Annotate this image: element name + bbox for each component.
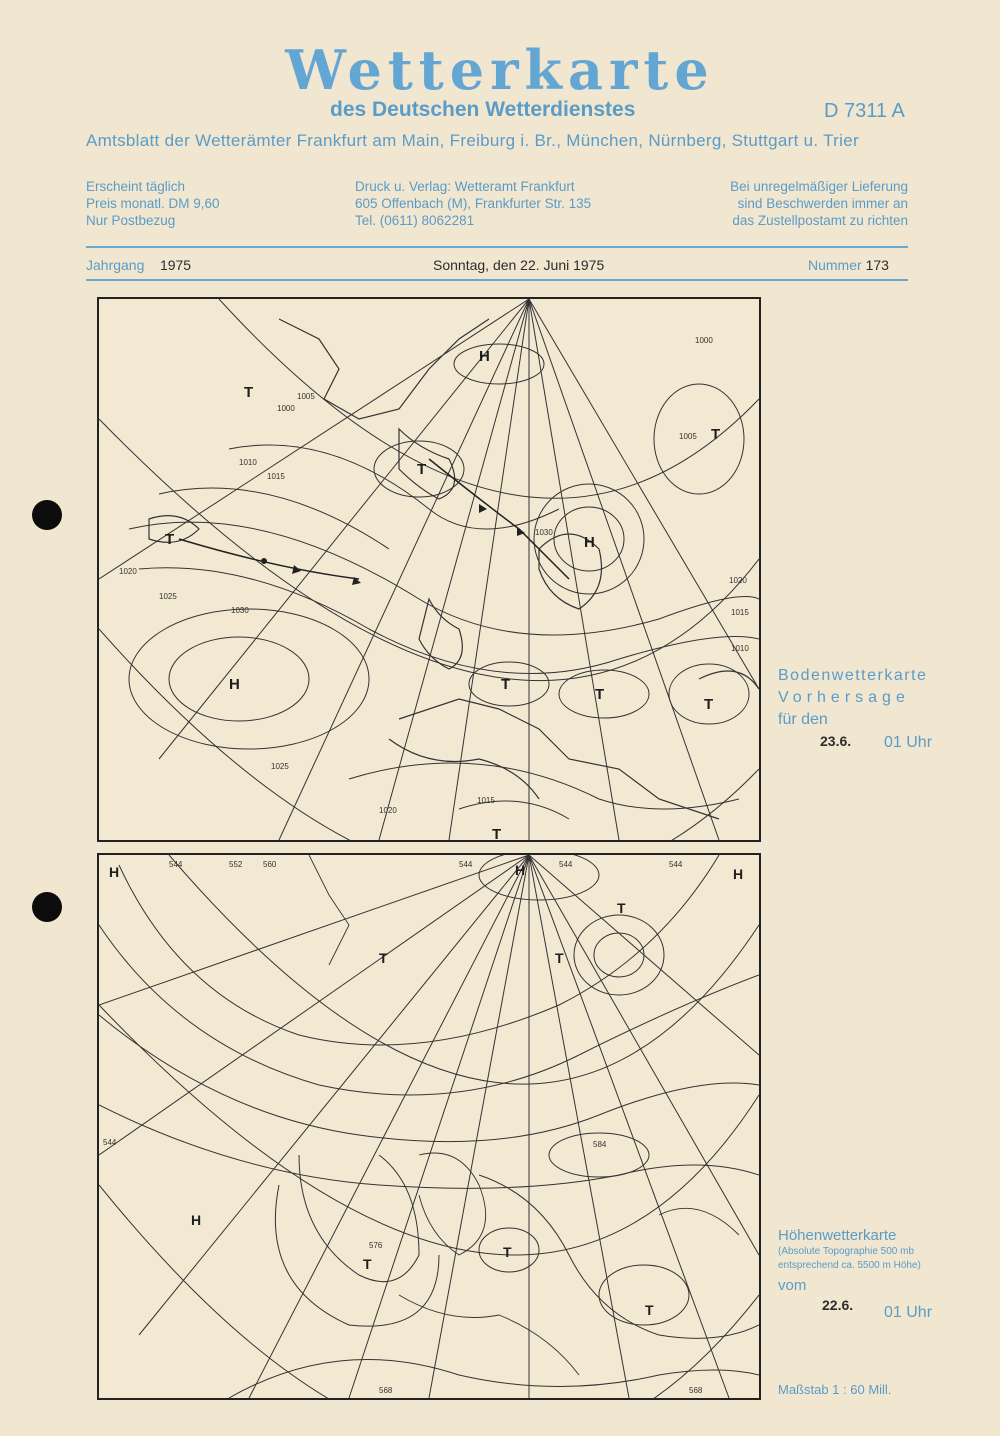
masthead-subtitle: des Deutschen Wetterdienstes	[330, 98, 636, 121]
publication-code: D 7311 A	[824, 100, 905, 122]
issue-date	[433, 257, 604, 273]
upper-caption-time: 01 Uhr	[884, 1304, 933, 1321]
high-marker: H	[229, 676, 240, 693]
amtsblatt-line: Amtsblatt der Wetterämter Frankfurt am Main, Freiburg i. Br., München, Nürnberg, Stuttgart u. Trier	[86, 131, 859, 150]
nummer-value: 173	[865, 257, 889, 273]
surface-map-drawing	[99, 299, 759, 840]
contour-label: 544	[459, 860, 473, 869]
contour-label: 584	[593, 1140, 607, 1149]
low-marker: T	[704, 696, 714, 713]
delivery-info	[712, 178, 908, 229]
header-rule-bottom	[86, 279, 908, 281]
low-marker: T	[595, 686, 605, 703]
isobar-label: 1010	[731, 644, 749, 653]
upper-air-map-drawing	[99, 855, 759, 1398]
contour-label: 544	[669, 860, 683, 869]
contour-label: 568	[689, 1386, 703, 1395]
info-right-line: das Zustellpostamt zu richten	[732, 213, 908, 228]
info-left-line: Nur Postbezug	[86, 213, 176, 228]
nummer	[808, 257, 889, 273]
jahrgang	[86, 257, 191, 273]
low-marker: T	[503, 1244, 512, 1260]
low-marker: T	[492, 826, 502, 840]
low-marker: T	[417, 461, 427, 478]
subscription-info	[86, 178, 220, 229]
contour-label: 544	[169, 860, 183, 869]
contour-label: 568	[379, 1386, 393, 1395]
info-center-line: Druck u. Verlag: Wetteramt Frankfurt	[355, 179, 575, 194]
isobar-label: 1015	[731, 608, 749, 617]
high-marker: H	[584, 534, 595, 551]
isobar-label: 1025	[271, 762, 289, 771]
low-marker: T	[244, 384, 254, 401]
isobar-label: 1015	[477, 796, 495, 805]
high-marker: H	[479, 348, 490, 365]
isobar-label: 1015	[267, 472, 285, 481]
isobar-label: 1020	[379, 806, 397, 815]
issue-date-text: Sonntag, den 22. Juni 1975	[433, 257, 605, 273]
high-marker: H	[191, 1212, 202, 1228]
map-scale: Maßstab 1 : 60 Mill.	[778, 1382, 892, 1397]
nummer-label: Nummer	[808, 257, 862, 273]
contour-label: 544	[103, 1138, 117, 1147]
isobar-label: 1030	[535, 528, 553, 537]
isobar-label: 1025	[159, 592, 177, 601]
low-marker: T	[379, 950, 388, 966]
contour-label: 560	[263, 860, 277, 869]
info-center-line: 605 Offenbach (M), Frankfurter Str. 135	[355, 196, 592, 211]
jahrgang-value: 1975	[159, 257, 192, 273]
upper-caption-vom: vom	[778, 1277, 807, 1294]
low-marker: T	[501, 676, 511, 693]
low-marker: T	[363, 1256, 372, 1272]
upper-caption-date: 22.6.	[822, 1297, 854, 1313]
contour-label: 544	[559, 860, 573, 869]
surface-caption-time: 01 Uhr	[884, 734, 933, 751]
surface-caption-date: 23.6.	[820, 733, 852, 749]
info-center-line: Tel. (0611) 8062281	[355, 213, 475, 228]
info-right-line: sind Beschwerden immer an	[737, 196, 908, 211]
upper-caption-topography: (Absolute Topographie 500 mb	[778, 1246, 915, 1257]
isobar-label: 1030	[231, 606, 249, 615]
isobar-label: 1020	[119, 567, 137, 576]
isobar-label: 1000	[277, 404, 295, 413]
surface-caption-fuer: für den	[778, 711, 828, 728]
high-marker: H	[733, 866, 744, 882]
isobar-label: 1005	[297, 392, 315, 401]
header-rule-top	[86, 246, 908, 248]
info-left-line: Erscheint täglich	[86, 179, 186, 194]
low-marker: T	[555, 950, 564, 966]
upper-caption-title: Höhenwetterkarte	[778, 1227, 897, 1244]
contour-label: 576	[369, 1241, 383, 1250]
isobar-label: 1000	[695, 336, 713, 345]
upper-air-map	[97, 853, 761, 1400]
info-left-line: Preis monatl. DM 9,60	[86, 196, 220, 211]
upper-caption-height: entsprechend ca. 5500 m Höhe)	[778, 1260, 921, 1271]
contour-label: 552	[229, 860, 243, 869]
low-marker: T	[645, 1302, 654, 1318]
surface-caption-title: Bodenwetterkarte	[778, 667, 928, 684]
low-marker: T	[165, 531, 175, 548]
low-marker: T	[711, 426, 721, 443]
info-right-line: Bei unregelmäßiger Lieferung	[730, 179, 908, 194]
isobar-label: 1010	[239, 458, 257, 467]
isobar-label: 1020	[729, 576, 747, 585]
punch-hole	[32, 892, 62, 922]
isobar-label: 1005	[679, 432, 697, 441]
surface-caption-subtitle: Vorhersage	[778, 689, 910, 706]
jahrgang-label: Jahrgang	[86, 257, 145, 273]
masthead-title: Wetterkarte	[285, 38, 715, 102]
high-marker: H	[109, 864, 120, 880]
high-marker: H	[515, 862, 526, 878]
punch-hole	[32, 500, 62, 530]
publisher-info	[355, 178, 591, 229]
low-marker: T	[617, 900, 626, 916]
surface-forecast-map	[97, 297, 761, 842]
